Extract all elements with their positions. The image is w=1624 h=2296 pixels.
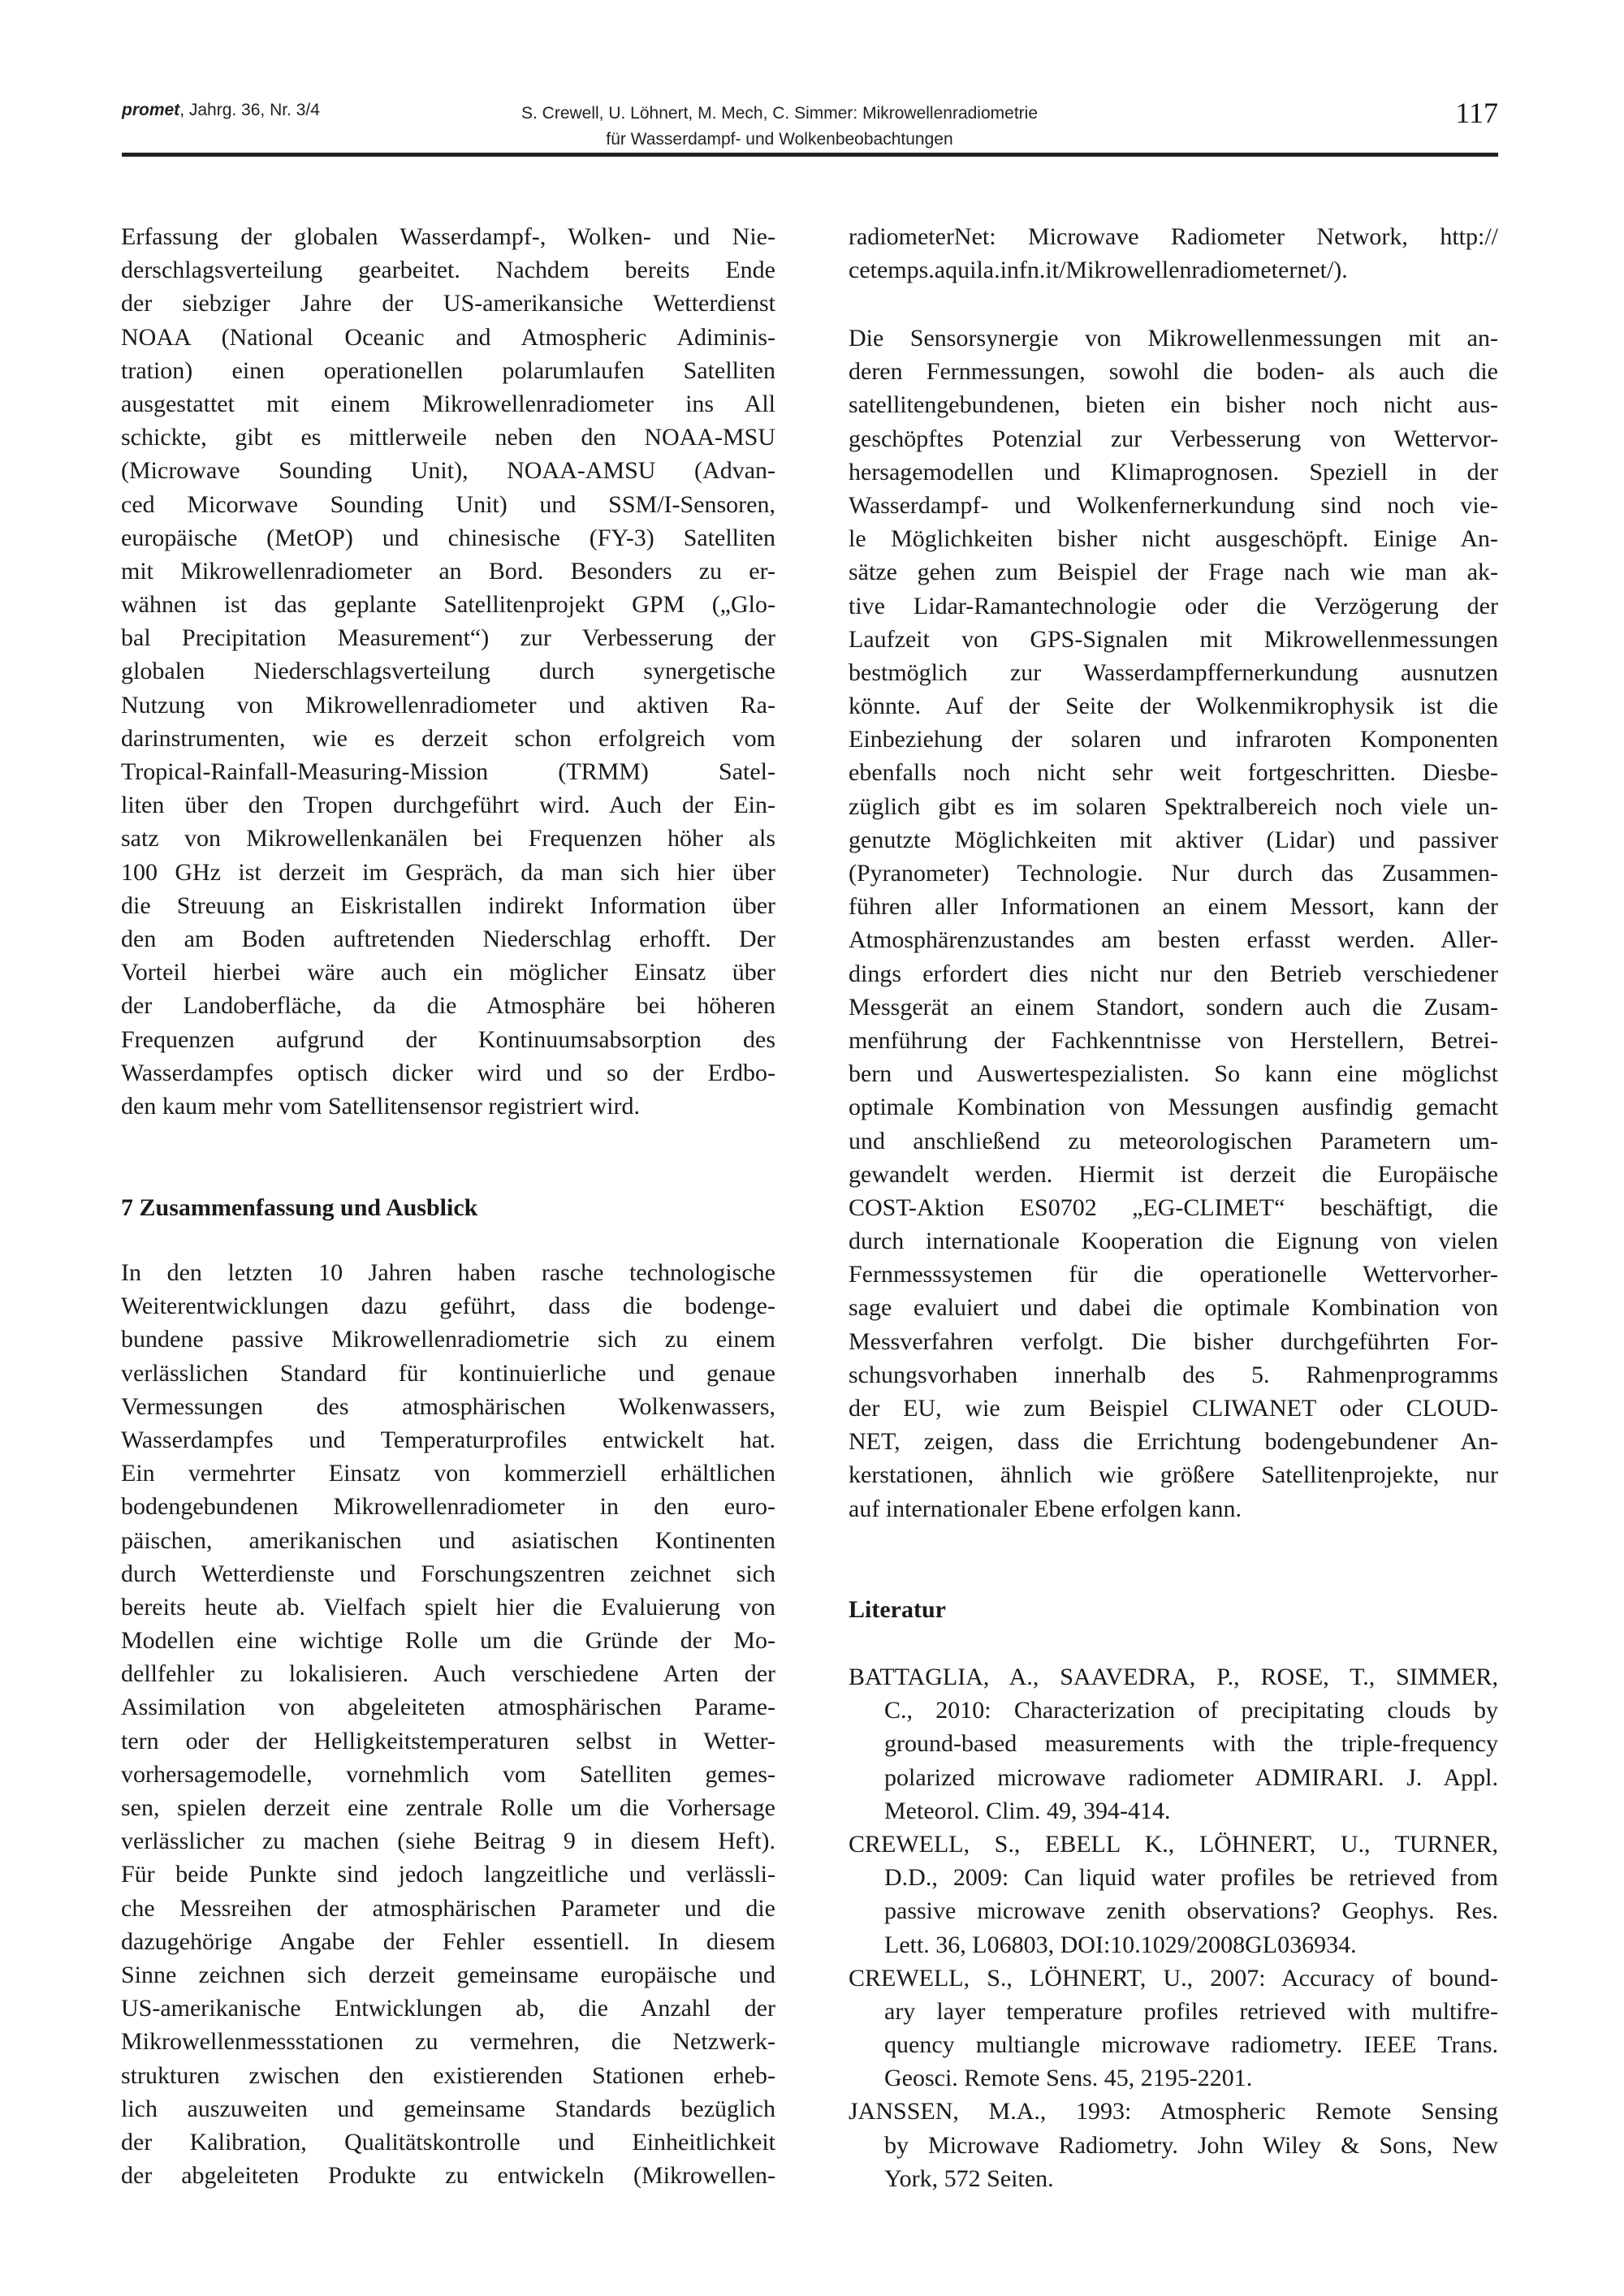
text-line: führen aller Informationen an einem Messort, kann der <box>849 893 1498 921</box>
text-line: NOAA (National Oceanic and Atmospheric Adiminis- <box>121 323 775 351</box>
text-line: der EU, wie zum Beispiel CLIWANET oder CLOUD- <box>849 1395 1498 1422</box>
text-line: Wasserdampf- und Wolkenfernerkundung sind noch vie- <box>849 491 1498 519</box>
text-line: Einbeziehung der solaren und infraroten Komponenten <box>849 726 1498 753</box>
reference-item <box>849 1660 1498 1828</box>
text-line: Modellen eine wichtige Rolle um die Gründe der Mo- <box>121 1627 775 1655</box>
running-title <box>487 101 1072 153</box>
text-line: Messverfahren verfolgt. Die bisher durchgeführten For- <box>849 1327 1498 1355</box>
reference-line: JANSSEN, M.A., 1993: Atmospheric Remote Sensing <box>849 2098 1498 2126</box>
text-line: Vermessungen des atmosphärischen Wolkenwassers, <box>121 1392 775 1420</box>
text-line: und anschließend zu meteorologischen Parametern um- <box>849 1127 1498 1154</box>
text-line: genutzte Möglichkeiten mit aktiver (Lidar) und passiver <box>849 826 1498 853</box>
text-line: optimale Kombination von Messungen ausfindig gemacht <box>849 1094 1498 1121</box>
journal-info <box>122 101 320 120</box>
reference-line: CREWELL, S., EBELL K., LÖHNERT, U., TURNER, <box>849 1830 1498 1858</box>
text-line: che Messreihen der atmosphärischen Parameter und die <box>121 1894 775 1922</box>
references-heading: Literatur <box>849 1596 946 1623</box>
text-line: radiometerNet: Microwave Radiometer Network, http:// <box>849 223 1498 250</box>
reference-line: Geosci. Remote Sens. 45, 2195-2201. <box>884 2065 1253 2092</box>
text-line: strukturen zwischen den existierenden Stationen erheb- <box>121 2061 775 2089</box>
text-line: züglich gibt es im solaren Spektralbereich noch viele un- <box>849 792 1498 820</box>
text-line: die Streuung an Eiskristallen indirekt Information über <box>121 891 775 919</box>
text-line: bundene passive Mikrowellenradiometrie sich zu einem <box>121 1326 775 1353</box>
text-line: menführung der Fachkenntnisse von Herstellern, Betrei- <box>849 1026 1498 1054</box>
text-line: Atmosphärenzustandes am besten erfasst werden. Aller- <box>849 926 1498 954</box>
reference-line: ary layer temperature profiles retrieved with multifre- <box>884 1997 1498 2025</box>
page-number: 117 <box>1455 97 1498 129</box>
text-line: bern und Auswertespezialisten. So kann eine möglichst <box>849 1060 1498 1088</box>
text-line: Sinne zeichnen sich derzeit gemeinsame europäische und <box>121 1961 775 1988</box>
text-line: kerstationen, ähnlich wie größere Satellitenprojekte, nur <box>849 1461 1498 1489</box>
reference-line: Meteorol. Clim. 49, 394-414. <box>884 1797 1171 1824</box>
text-line: ced Micorwave Sounding Unit) und SSM/I-Sensoren, <box>121 490 775 518</box>
reference-line: D.D., 2009: Can liquid water profiles be retrieved from <box>884 1864 1498 1892</box>
text-line: COST-Aktion ES0702 „EG-CLIMET“ beschäftigt, die <box>849 1193 1498 1221</box>
text-line: hersagemodellen und Klimaprognosen. Speziell in der <box>849 458 1498 486</box>
reference-line: polarized microwave radiometer ADMIRARI. J. Appl. <box>884 1763 1498 1791</box>
reference-line: Lett. 36, L06803, DOI:10.1029/2008GL036934. <box>884 1931 1357 1958</box>
text-line: bal Precipitation Measurement“) zur Verbesserung der <box>121 624 775 652</box>
text-line: europäische (MetOP) und chinesische (FY-3) Satelliten <box>121 524 775 551</box>
text-line: durch internationale Kooperation die Eignung von vielen <box>849 1228 1498 1255</box>
reference-line: ground-based measurements with the triple-frequency <box>884 1730 1498 1758</box>
reference-item <box>849 2095 1498 2195</box>
reference-item <box>849 1828 1498 1962</box>
text-line: liten über den Tropen durchgeführt wird. Auch der Ein- <box>121 792 775 819</box>
section-heading: 7 Zusammenfassung und Ausblick <box>121 1194 478 1221</box>
text-line: schungsvorhaben innerhalb des 5. Rahmenprogramms <box>849 1361 1498 1388</box>
text-line: päischen, amerikanischen und asiatischen Kontinenten <box>121 1526 775 1554</box>
text-line: Vorteil hierbei wäre auch ein möglicher Einsatz über <box>121 959 775 986</box>
text-line: mit Mikrowellenradiometer an Bord. Besonders zu er- <box>121 557 775 585</box>
text-line: gewandelt werden. Hiermit ist derzeit die Europäische <box>849 1160 1498 1188</box>
text-line: bereits heute ab. Vielfach spielt hier die Evaluierung von <box>121 1593 775 1621</box>
text-line: durch Wetterdienste und Forschungszentren zeichnet sich <box>121 1560 775 1587</box>
left-paragraph-2 <box>121 1256 775 2192</box>
reference-line: BATTAGLIA, A., SAAVEDRA, P., ROSE, T., SIMMER, <box>849 1664 1498 1690</box>
text-line: globalen Niederschlagsverteilung durch synergetische <box>121 658 775 685</box>
reference-line: by Microwave Radiometry. John Wiley & Sons, New <box>884 2131 1498 2159</box>
text-line: lich auszuweiten und gemeinsame Standards bezüglich <box>121 2095 775 2122</box>
text-line: darinstrumenten, wie es derzeit schon erfolgreich vom <box>121 724 775 752</box>
text-line: Mikrowellenmessstationen zu vermehren, die Netzwerk- <box>121 2028 775 2056</box>
text-line: derschlagsverteilung gearbeitet. Nachdem bereits Ende <box>121 257 775 284</box>
text-line: satz von Mikrowellenkanälen bei Frequenzen höher als <box>121 825 775 852</box>
running-title-line2: für Wasserdampf- und Wolkenbeobachtungen <box>606 130 953 149</box>
text-line: der Landoberfläche, da die Atmosphäre bei höheren <box>121 992 775 1020</box>
text-line: der abgeleiteten Produkte zu entwickeln (Mikrowellen- <box>121 2162 775 2190</box>
text-line: dazugehörige Angabe der Fehler essentiell. In diesem <box>121 1927 775 1955</box>
journal-name: promet <box>122 101 180 119</box>
text-line: der Kalibration, Qualitätskontrolle und Einheitlichkeit <box>121 2128 775 2156</box>
text-line: Laufzeit von GPS-Signalen mit Mikrowellenmessungen <box>849 625 1498 653</box>
text-line: cetemps.aquila.infn.it/Mikrowellenradiometernet/). <box>849 257 1348 284</box>
right-paragraph-0 <box>849 220 1498 287</box>
text-line: Messgerät an einem Standort, sondern auch die Zusam- <box>849 993 1498 1021</box>
text-line: bodengebundenen Mikrowellenradiometer in den euro- <box>121 1493 775 1521</box>
reference-line: quency multiangle microwave radiometry. IEEE Trans. <box>884 2031 1498 2059</box>
text-line: bestmöglich zur Wasserdampffernerkundung ausnutzen <box>849 658 1498 686</box>
text-line: ebenfalls noch nicht sehr weit fortgeschritten. Diesbe- <box>849 759 1498 787</box>
text-line: tern oder der Helligkeitstemperaturen selbst in Wetter- <box>121 1727 775 1754</box>
running-title-line1: S. Crewell, U. Löhnert, M. Mech, C. Simmer: Mikrowellenradiometrie <box>520 104 1038 123</box>
text-line: sen, spielen derzeit eine zentrale Rolle um die Vorhersage <box>121 1794 775 1821</box>
text-line: satellitengebundenen, bieten ein bisher noch nicht aus- <box>849 391 1498 419</box>
text-line: der siebziger Jahre der US-amerikansiche Wetterdienst <box>121 290 775 317</box>
text-line: verlässlicher zu machen (siehe Beitrag 9 in diesem Heft). <box>121 1828 775 1855</box>
text-line: wähnen ist das geplante Satellitenprojekt GPM („Glo- <box>121 591 775 619</box>
text-line: Nutzung von Mikrowellenradiometer und aktiven Ra- <box>121 691 775 719</box>
text-line: schickte, gibt es mittlerweile neben den NOAA-MSU <box>121 424 775 451</box>
text-line: tration) einen operationellen polarumlaufen Satelliten <box>121 356 775 384</box>
text-line: könnte. Auf der Seite der Wolkenmikrophysik ist die <box>849 693 1498 720</box>
text-line: deren Fernmessungen, sowohl die boden- als auch die <box>849 358 1498 386</box>
text-line: verlässlichen Standard für kontinuierliche und genaue <box>121 1359 775 1387</box>
header-rule <box>122 153 1498 157</box>
text-line: US-amerikanische Entwicklungen ab, die Anzahl der <box>121 1995 775 2022</box>
reference-line: York, 572 Seiten. <box>884 2164 1054 2192</box>
text-line: sage evaluiert und dabei die optimale Kombination von <box>849 1294 1498 1322</box>
left-paragraph-1 <box>121 220 775 1123</box>
text-line: Tropical-Rainfall-Measuring-Mission (TRMM) Satel- <box>121 758 775 785</box>
reference-line: CREWELL, S., LÖHNERT, U., 2007: Accuracy of bound- <box>849 1964 1498 1992</box>
reference-line: C., 2010: Characterization of precipitating clouds by <box>884 1697 1498 1724</box>
text-line: Wasserdampfes und Temperaturprofiles entwickelt hat. <box>121 1426 775 1453</box>
text-line: Ein vermehrter Einsatz von kommerziell erhältlichen <box>121 1460 775 1487</box>
text-line: Die Sensorsynergie von Mikrowellenmessungen mit an- <box>849 325 1498 352</box>
text-line: le Möglichkeiten bisher nicht ausgeschöpft. Einige An- <box>849 525 1498 553</box>
journal-issue: , Jahrg. 36, Nr. 3/4 <box>179 101 320 119</box>
references-list <box>849 1660 1498 2195</box>
text-line: Fernmesssystemen für die operationelle Wettervorher- <box>849 1261 1498 1288</box>
text-line: Weiterentwicklungen dazu geführt, dass die bodenge- <box>121 1293 775 1320</box>
right-paragraph-1 <box>849 322 1498 1526</box>
text-line: NET, zeigen, dass die Errichtung bodengebundener An- <box>849 1428 1498 1456</box>
text-line: sätze gehen zum Beispiel der Frage nach wie man ak- <box>849 559 1498 586</box>
text-line: ausgestattet mit einem Mikrowellenradiometer ins All <box>121 390 775 417</box>
text-line: den kaum mehr vom Satellitensensor registriert wird. <box>121 1092 641 1120</box>
text-line: auf internationaler Ebene erfolgen kann. <box>849 1495 1242 1522</box>
text-line: Assimilation von abgeleiteten atmosphärischen Parame- <box>121 1694 775 1721</box>
text-line: In den letzten 10 Jahren haben rasche technologische <box>121 1259 775 1286</box>
text-line: tive Lidar-Ramantechnologie oder die Verzögerung der <box>849 592 1498 619</box>
text-line: dellfehler zu lokalisieren. Auch verschiedene Arten der <box>121 1660 775 1688</box>
text-line: Für beide Punkte sind jedoch langzeitliche und verlässli- <box>121 1861 775 1888</box>
text-line: Erfassung der globalen Wasserdampf-, Wolken- und Nie- <box>121 223 775 250</box>
text-line: (Microwave Sounding Unit), NOAA-AMSU (Advan- <box>121 457 775 485</box>
text-line: den am Boden auftretenden Niederschlag erhofft. Der <box>121 925 775 952</box>
text-line: 100 GHz ist derzeit im Gespräch, da man sich hier über <box>121 858 775 886</box>
text-line: Wasserdampfes optisch dicker wird und so der Erdbo- <box>121 1059 775 1086</box>
text-line: (Pyranometer) Technologie. Nur durch das Zusammen- <box>849 860 1498 887</box>
text-line: dings erfordert dies nicht nur den Betrieb verschiedener <box>849 960 1498 987</box>
text-line: Frequenzen aufgrund der Kontinuumsabsorption des <box>121 1025 775 1053</box>
text-line: vorhersagemodelle, vornehmlich vom Satelliten gemes- <box>121 1760 775 1788</box>
reference-line: passive microwave zenith observations? Geophys. Res. <box>884 1897 1498 1925</box>
reference-item <box>849 1962 1498 2095</box>
text-line: geschöpftes Potenzial zur Verbesserung von Wettervor- <box>849 425 1498 452</box>
